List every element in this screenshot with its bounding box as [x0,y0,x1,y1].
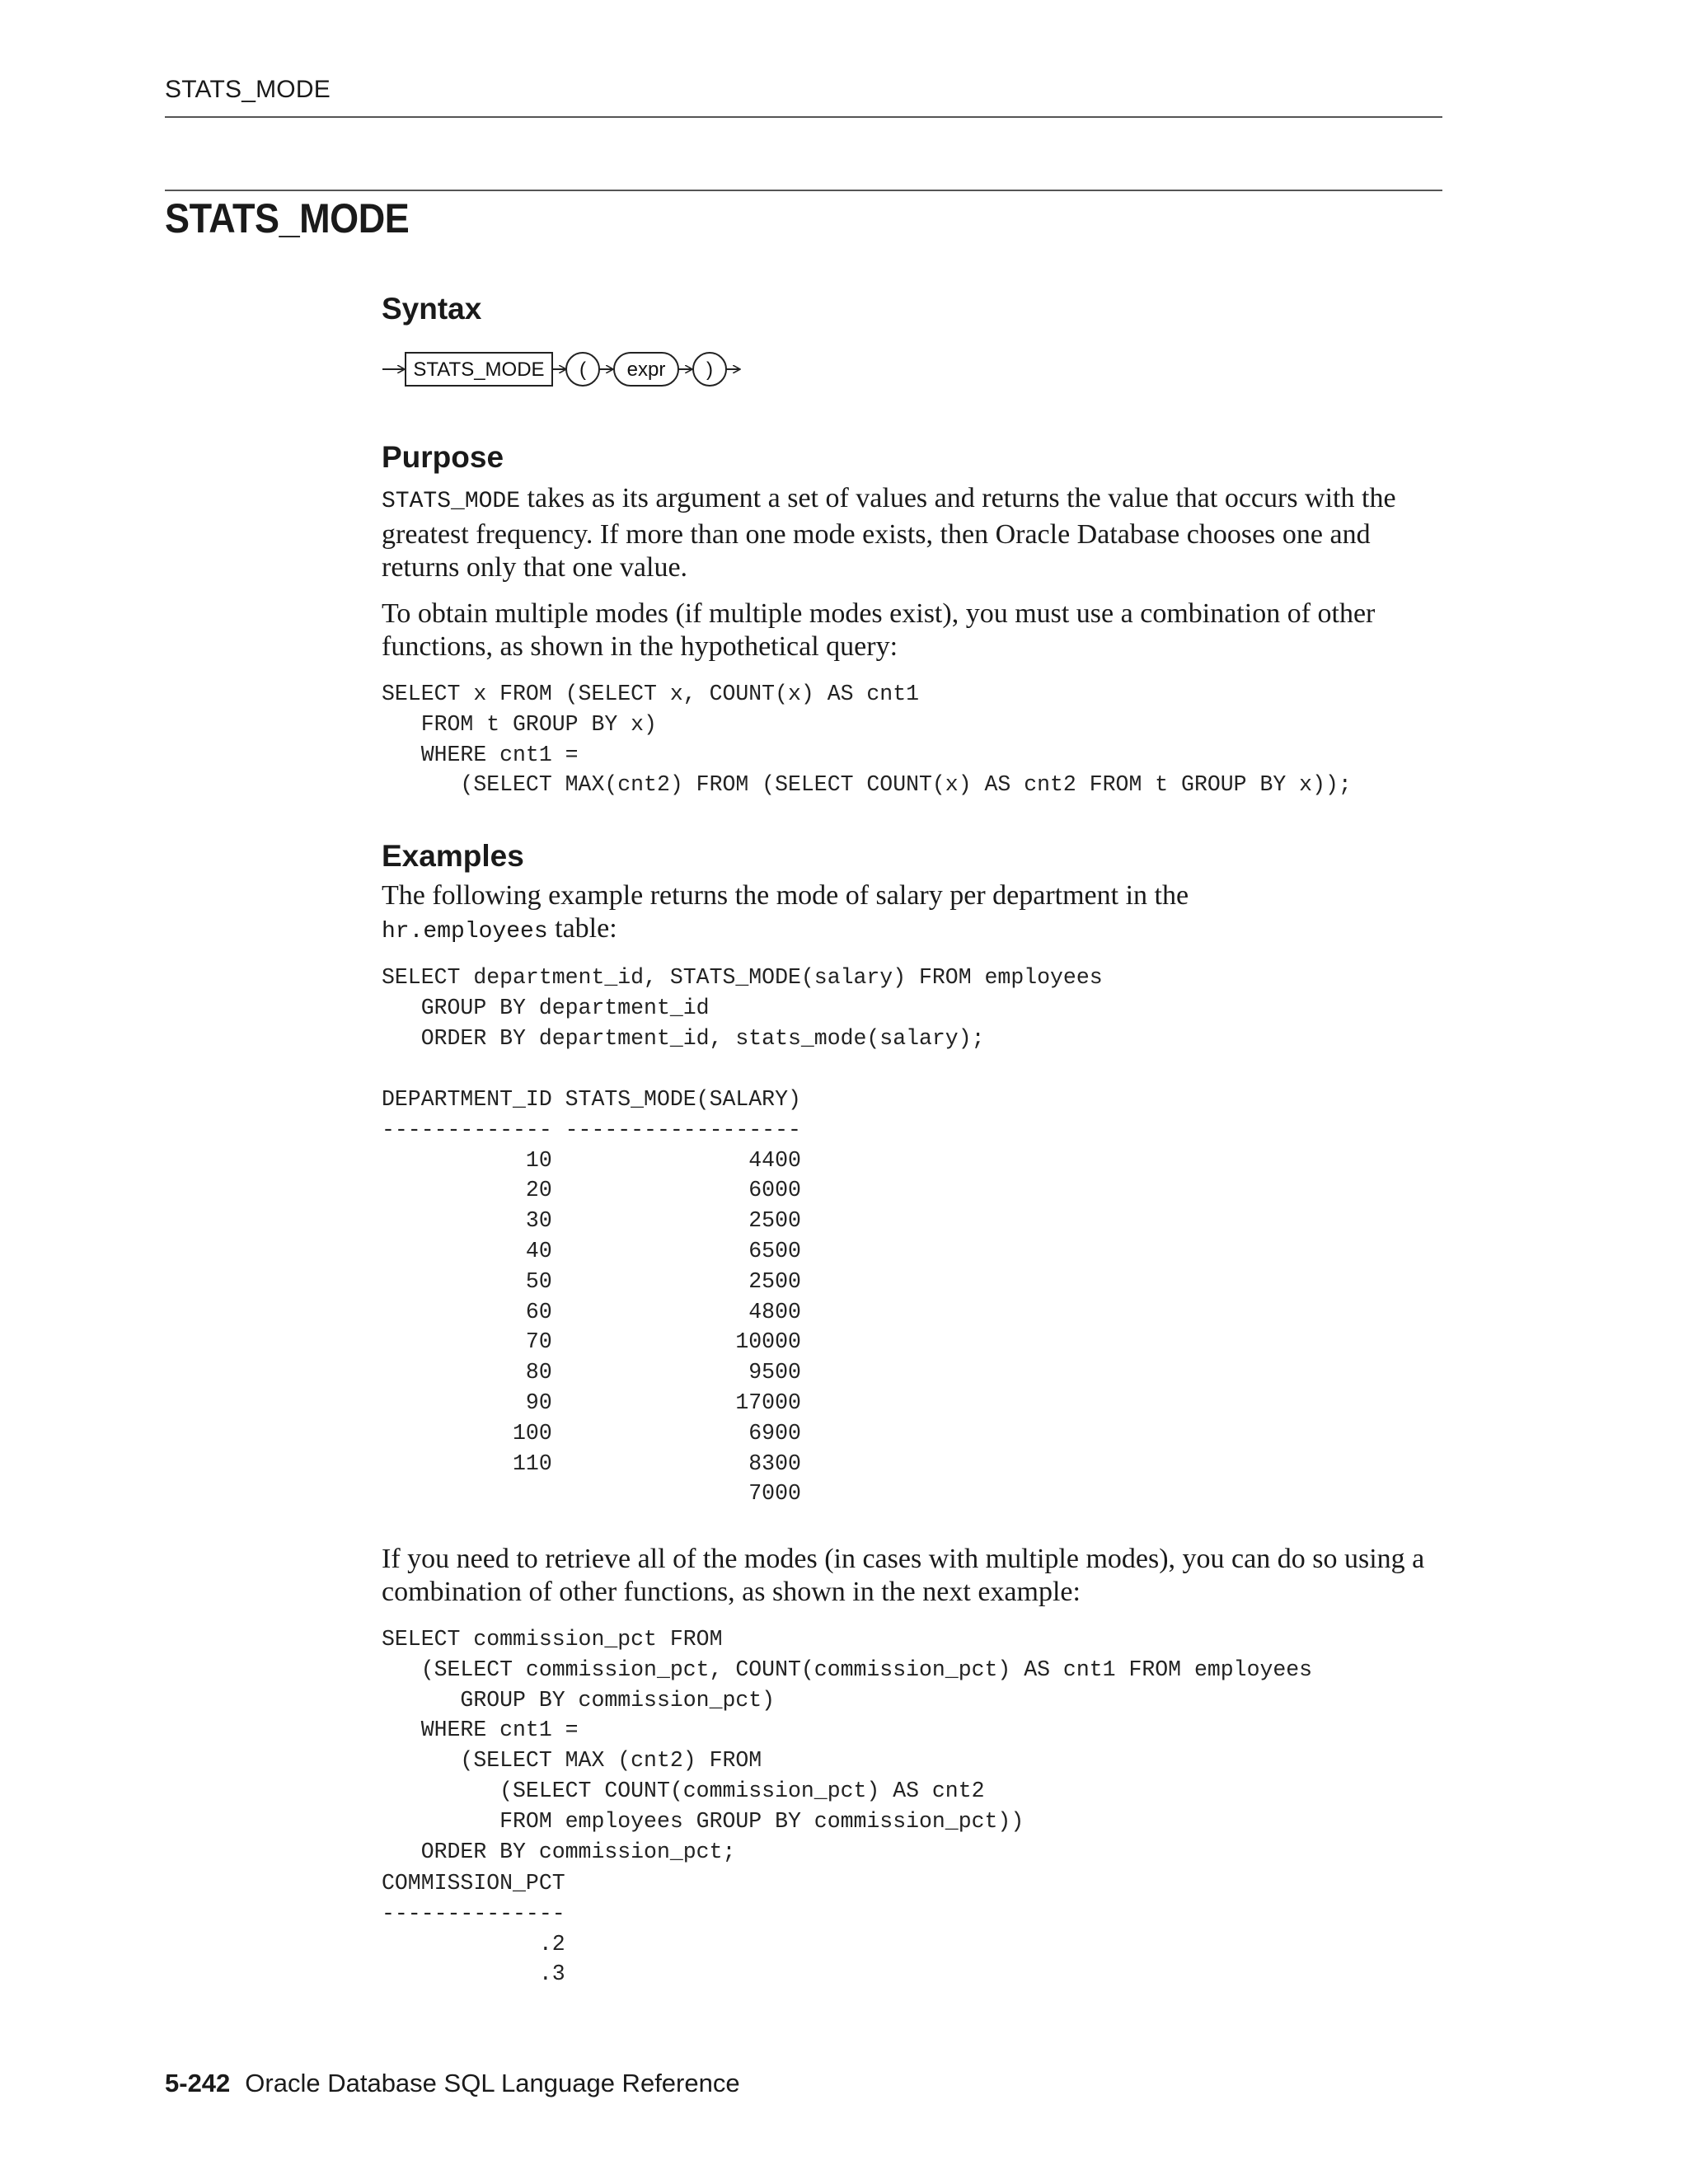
purpose-heading: Purpose [382,440,504,474]
syntax-heading: Syntax [382,292,482,326]
stats-mode-keyword: STATS_MODE [413,359,545,381]
modes-query-code: SELECT commission_pct FROM (SELECT commission_pct, COUNT(commission_pct) AS cnt1 FROM employees GROUP BY commission_pct) WHERE cnt1 = (SELECT MAX (cnt2) FROM (SELECT COUNT(commission_pct) AS cnt2 FROM employees GROUP BY commission_pct)) ORDER BY commission_pct; [382,1627,1313,1864]
inline-code-stats-mode: STATS_MODE [382,489,521,514]
example-intro-paragraph [382,879,1280,949]
inline-code-hr-employees: hr.employees [382,919,548,944]
running-header: STATS_MODE [165,76,331,103]
examples-heading: Examples [382,839,524,873]
salary-mode-result-table: DEPARTMENT_ID STATS_MODE(SALARY) ------------- ------------------ 10 4400 20 6000 30 2500 40 6500 50 2500 60 4800 70 10000 80 9500 90 17000 100 6900 110 8300 7000 [382,1087,801,1507]
page-footer [165,2069,740,2098]
purpose-paragraph-1-text: takes as its argument a set of values and returns the value that occurs with the greatest frequency. If more than one mode exists, then Oracle Database chooses one and returns only that one value. [382,483,1396,583]
header-rule [165,116,1442,118]
hypothetical-query-code: SELECT x FROM (SELECT x, COUNT(x) AS cnt1 FROM t GROUP BY x) WHERE cnt1 = (SELECT MAX(cnt2) FROM (SELECT COUNT(x) AS cnt2 FROM t GROUP BY x)); [382,682,1352,798]
page-number: 5-242 [165,2069,231,2097]
purpose-paragraph-2: To obtain multiple modes (if multiple modes exist), you must use a combination of other functions, as shown in the hypothetical query: [382,598,1376,662]
example-intro-end: table: [547,913,617,944]
syntax-railroad-diagram [379,349,742,392]
title-rule [165,190,1442,191]
page-title: STATS_MODE [165,195,410,241]
open-paren-label: ( [579,359,586,381]
purpose-paragraph-1 [382,482,1445,584]
commission-mode-result-table: COMMISSION_PCT -------------- .2 .3 [382,1871,565,1987]
modes-intro-paragraph: If you need to retrieve all of the modes (in cases with multiple modes), you can do so using a combination of other functions, as shown in the next example: [382,1544,1425,1607]
close-paren-label: ) [706,359,713,381]
example-intro-text: The following example returns the mode of salary per department in the [382,880,1189,911]
example-query-code: SELECT department_id, STATS_MODE(salary) FROM employees GROUP BY department_id ORDER BY department_id, stats_mode(salary); [382,965,1103,1051]
book-title: Oracle Database SQL Language Reference [245,2069,740,2097]
expr-label: expr [626,359,666,381]
